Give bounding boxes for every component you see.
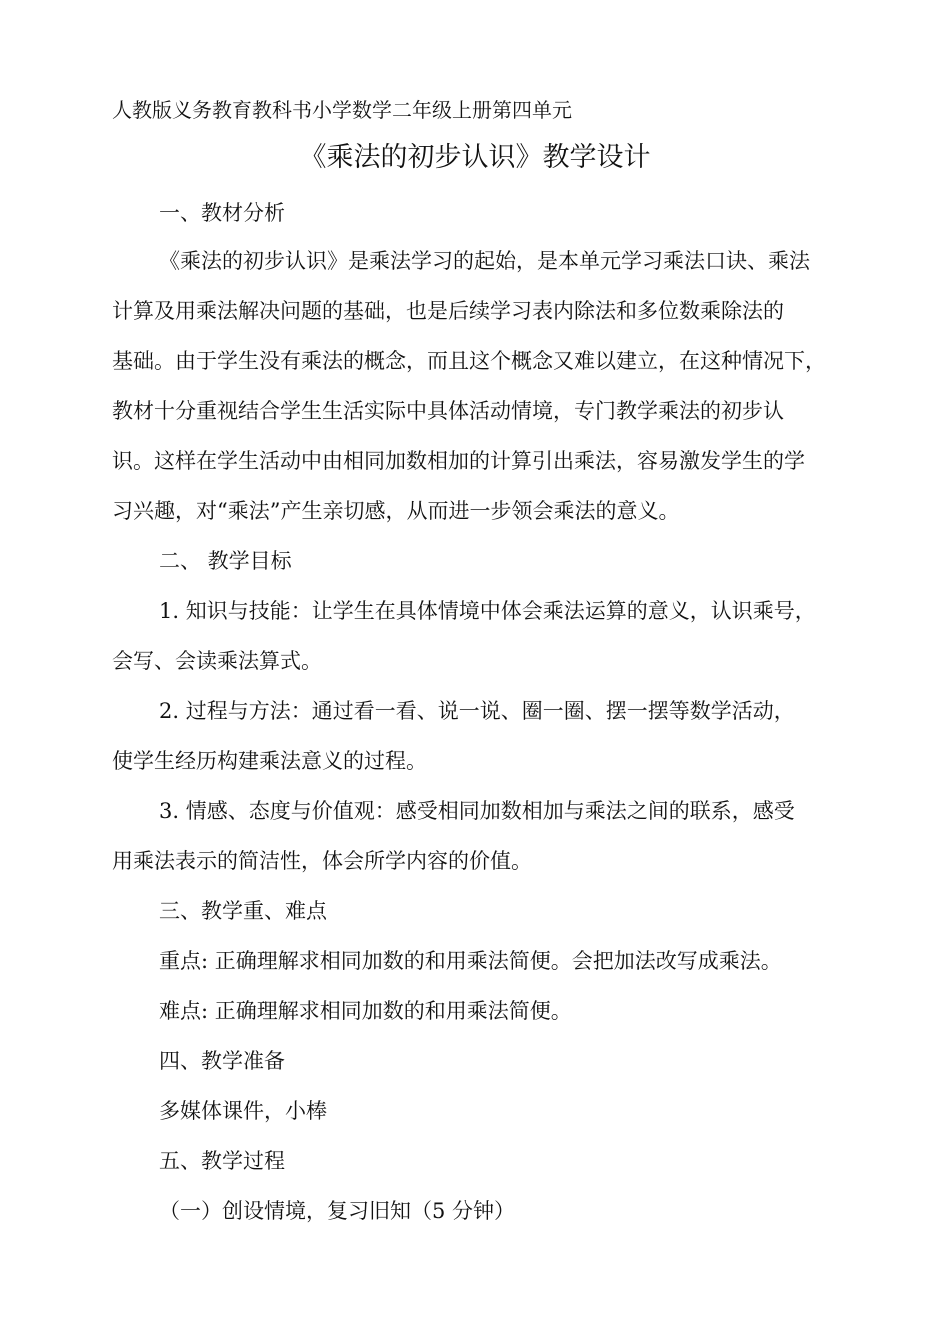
section-heading-3: 三、教学重、难点: [159, 899, 327, 923]
paragraph-line: 习兴趣，对“乘法”产生亲切感，从而进一步领会乘法的意义。: [112, 499, 680, 523]
section-heading-4: 四、教学准备: [159, 1049, 285, 1073]
section-heading-2: 二、 教学目标: [159, 549, 292, 573]
paragraph-line: 《乘法的初步认识》是乘法学习的起始，是本单元学习乘法口诀、乘法: [159, 249, 810, 273]
document-title: 《乘法的初步认识》教学设计: [299, 142, 651, 173]
paragraph-line: 基础。由于学生没有乘法的概念，而且这个概念又难以建立，在这种情况下，: [112, 349, 826, 373]
paragraph-line: 识。这样在学生活动中由相同加数相加的计算引出乘法，容易激发学生的学: [112, 449, 805, 473]
document-header: 人教版义务教育教科书小学数学二年级上册第四单元: [112, 98, 572, 122]
objective-line: 使学生经历构建乘法意义的过程。: [112, 749, 427, 773]
key-point-text: 重点: 正确理解求相同加数的和用乘法简便。会把加法改写成乘法。: [159, 949, 782, 973]
preparation-text: 多媒体课件，小棒: [159, 1099, 327, 1123]
subsection-heading: （一）创设情境，复习旧知（5 分钟）: [159, 1199, 516, 1223]
objective-line: 会写、会读乘法算式。: [112, 649, 322, 673]
section-heading-1: 一、教材分析: [159, 201, 285, 225]
objective-line: 1. 知识与技能：让学生在具体情境中体会乘法运算的意义，认识乘号，: [159, 599, 816, 623]
objective-line: 用乘法表示的简洁性，体会所学内容的价值。: [112, 849, 532, 873]
objective-line: 2. 过程与方法：通过看一看、说一说、圈一圈、摆一摆等数学活动，: [159, 699, 795, 723]
section-heading-5: 五、教学过程: [159, 1149, 285, 1173]
objective-line: 3. 情感、态度与价值观：感受相同加数相加与乘法之间的联系，感受: [159, 799, 795, 823]
paragraph-line: 教材十分重视结合学生生活实际中具体活动情境，专门教学乘法的初步认: [112, 399, 784, 423]
paragraph-line: 计算及用乘法解决问题的基础，也是后续学习表内除法和多位数乘除法的: [112, 299, 784, 323]
difficulty-text: 难点: 正确理解求相同加数的和用乘法简便。: [159, 999, 572, 1023]
